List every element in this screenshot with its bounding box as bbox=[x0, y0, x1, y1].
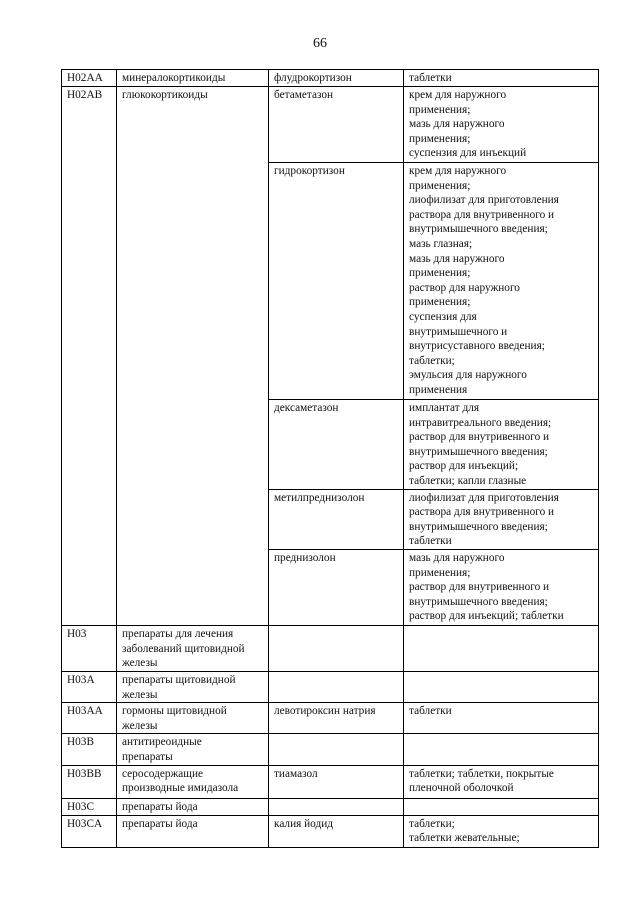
form-line: лиофилизат для приготовления bbox=[409, 194, 559, 207]
form-line: применения bbox=[409, 383, 468, 396]
group-line: препараты йода bbox=[122, 817, 198, 830]
form-line: эмульсия для наружного bbox=[409, 369, 527, 382]
drug-table bbox=[61, 69, 599, 848]
dosage-forms bbox=[404, 671, 599, 702]
form-line: внутрисуставного введения; bbox=[409, 340, 545, 353]
substance: преднизолон bbox=[269, 549, 404, 625]
atc-group: глюкокортикоиды bbox=[117, 87, 269, 626]
atc-code: H03A bbox=[62, 671, 117, 702]
dosage-forms bbox=[404, 798, 599, 815]
dosage-forms bbox=[404, 549, 599, 625]
form-line: таблетки bbox=[409, 72, 452, 84]
group-line: железы bbox=[122, 657, 158, 670]
substance: тиамазол bbox=[269, 765, 404, 798]
atc-code: H03BB bbox=[62, 765, 117, 798]
form-line: пленочной оболочкой bbox=[409, 782, 514, 795]
form-line: применения; bbox=[409, 103, 471, 116]
dosage-forms bbox=[404, 489, 599, 549]
atc-code: H02AA bbox=[62, 70, 117, 87]
atc-group: минералокортикоиды bbox=[117, 70, 269, 87]
atc-group bbox=[117, 798, 269, 815]
table-row bbox=[62, 703, 599, 734]
form-line: внутримышечного и bbox=[409, 325, 508, 338]
form-line: внутримышечного введения; bbox=[409, 595, 548, 608]
atc-group bbox=[117, 625, 269, 671]
form-line: имплантат для bbox=[409, 402, 480, 414]
atc-group bbox=[117, 703, 269, 734]
group-line: препараты йода bbox=[122, 800, 198, 813]
form-line: таблетки; капли глазные bbox=[409, 474, 527, 487]
form-line: раствор для внутривенного и bbox=[409, 431, 550, 444]
form-line: таблетки; bbox=[409, 817, 455, 830]
dosage-forms bbox=[404, 815, 599, 847]
atc-group bbox=[117, 765, 269, 798]
atc-code: H03 bbox=[62, 625, 117, 671]
atc-code: H02AB bbox=[62, 87, 117, 626]
table-row bbox=[62, 815, 599, 847]
form-line: интравитреального введения; bbox=[409, 416, 552, 429]
form-line: мазь для наружного bbox=[409, 551, 505, 564]
form-line: применения; bbox=[409, 267, 471, 280]
table-row bbox=[62, 798, 599, 815]
form-line: применения; bbox=[409, 132, 471, 145]
substance: левотироксин натрия bbox=[269, 703, 404, 734]
substance bbox=[269, 798, 404, 815]
form-line: раствор для наружного bbox=[409, 281, 520, 294]
form-line: применения; bbox=[409, 566, 471, 579]
substance bbox=[269, 625, 404, 671]
substance: калия йодид bbox=[269, 815, 404, 847]
form-line: мазь глазная; bbox=[409, 237, 473, 250]
form-line: мазь для наружного bbox=[409, 252, 505, 265]
group-line: железы bbox=[122, 719, 158, 732]
form-line: раствор для инъекций; таблетки bbox=[409, 610, 564, 623]
form-line: раствора для внутривенного и bbox=[409, 208, 555, 221]
table-row bbox=[62, 765, 599, 798]
dosage-forms bbox=[404, 70, 599, 87]
dosage-forms bbox=[404, 625, 599, 671]
atc-code: H03C bbox=[62, 798, 117, 815]
form-line: применения; bbox=[409, 296, 471, 309]
substance: флудрокортизон bbox=[269, 70, 404, 87]
dosage-forms bbox=[404, 703, 599, 734]
form-line: крем для наружного bbox=[409, 89, 507, 101]
form-line: применения; bbox=[409, 179, 471, 192]
atc-code: H03AA bbox=[62, 703, 117, 734]
form-line: раствор для внутривенного и bbox=[409, 581, 550, 594]
table-row bbox=[62, 671, 599, 702]
atc-code: H03B bbox=[62, 734, 117, 765]
group-line: препараты bbox=[122, 750, 173, 763]
atc-code: H03CA bbox=[62, 815, 117, 847]
dosage-forms bbox=[404, 87, 599, 163]
group-line: препараты для лечения bbox=[122, 627, 234, 640]
group-line: препараты щитовидной bbox=[122, 673, 236, 686]
dosage-forms bbox=[404, 163, 599, 400]
form-line: суспензия для bbox=[409, 310, 477, 323]
substance bbox=[269, 671, 404, 702]
form-line: внутримышечного введения; bbox=[409, 223, 548, 236]
form-line: таблетки bbox=[409, 705, 452, 718]
table-row bbox=[62, 87, 599, 163]
atc-group bbox=[117, 671, 269, 702]
page-number: 66 bbox=[313, 36, 327, 51]
form-line: внутримышечного введения; bbox=[409, 520, 548, 533]
form-line: крем для наружного bbox=[409, 165, 507, 177]
group-line: железы bbox=[122, 688, 158, 701]
dosage-forms bbox=[404, 734, 599, 765]
form-line: суспензия для инъекций bbox=[409, 147, 527, 160]
table-row bbox=[62, 625, 599, 671]
dosage-forms bbox=[404, 400, 599, 490]
table-row bbox=[62, 734, 599, 765]
substance: гидрокортизон bbox=[269, 163, 404, 400]
substance: дексаметазон bbox=[269, 400, 404, 490]
group-line: антитиреоидные bbox=[122, 736, 202, 749]
atc-group bbox=[117, 815, 269, 847]
form-line: таблетки жевательные; bbox=[409, 832, 520, 845]
group-line: заболеваний щитовидной bbox=[122, 642, 245, 655]
form-line: раствора для внутривенного и bbox=[409, 506, 555, 519]
atc-group bbox=[117, 734, 269, 765]
dosage-forms bbox=[404, 765, 599, 798]
substance bbox=[269, 734, 404, 765]
form-line: лиофилизат для приготовления bbox=[409, 491, 559, 504]
table-row bbox=[62, 70, 599, 87]
form-line: раствор для инъекций; bbox=[409, 460, 519, 473]
group-line: производные имидазола bbox=[122, 782, 239, 795]
form-line: таблетки; таблетки, покрытые bbox=[409, 767, 554, 780]
form-line: таблетки bbox=[409, 535, 452, 548]
group-line: гормоны щитовидной bbox=[122, 705, 227, 718]
form-line: внутримышечного введения; bbox=[409, 445, 548, 458]
substance: метилпреднизолон bbox=[269, 489, 404, 549]
form-line: мазь для наружного bbox=[409, 118, 505, 131]
substance: бетаметазон bbox=[269, 87, 404, 163]
group-line: серосодержащие bbox=[122, 767, 204, 780]
form-line: таблетки; bbox=[409, 354, 455, 367]
